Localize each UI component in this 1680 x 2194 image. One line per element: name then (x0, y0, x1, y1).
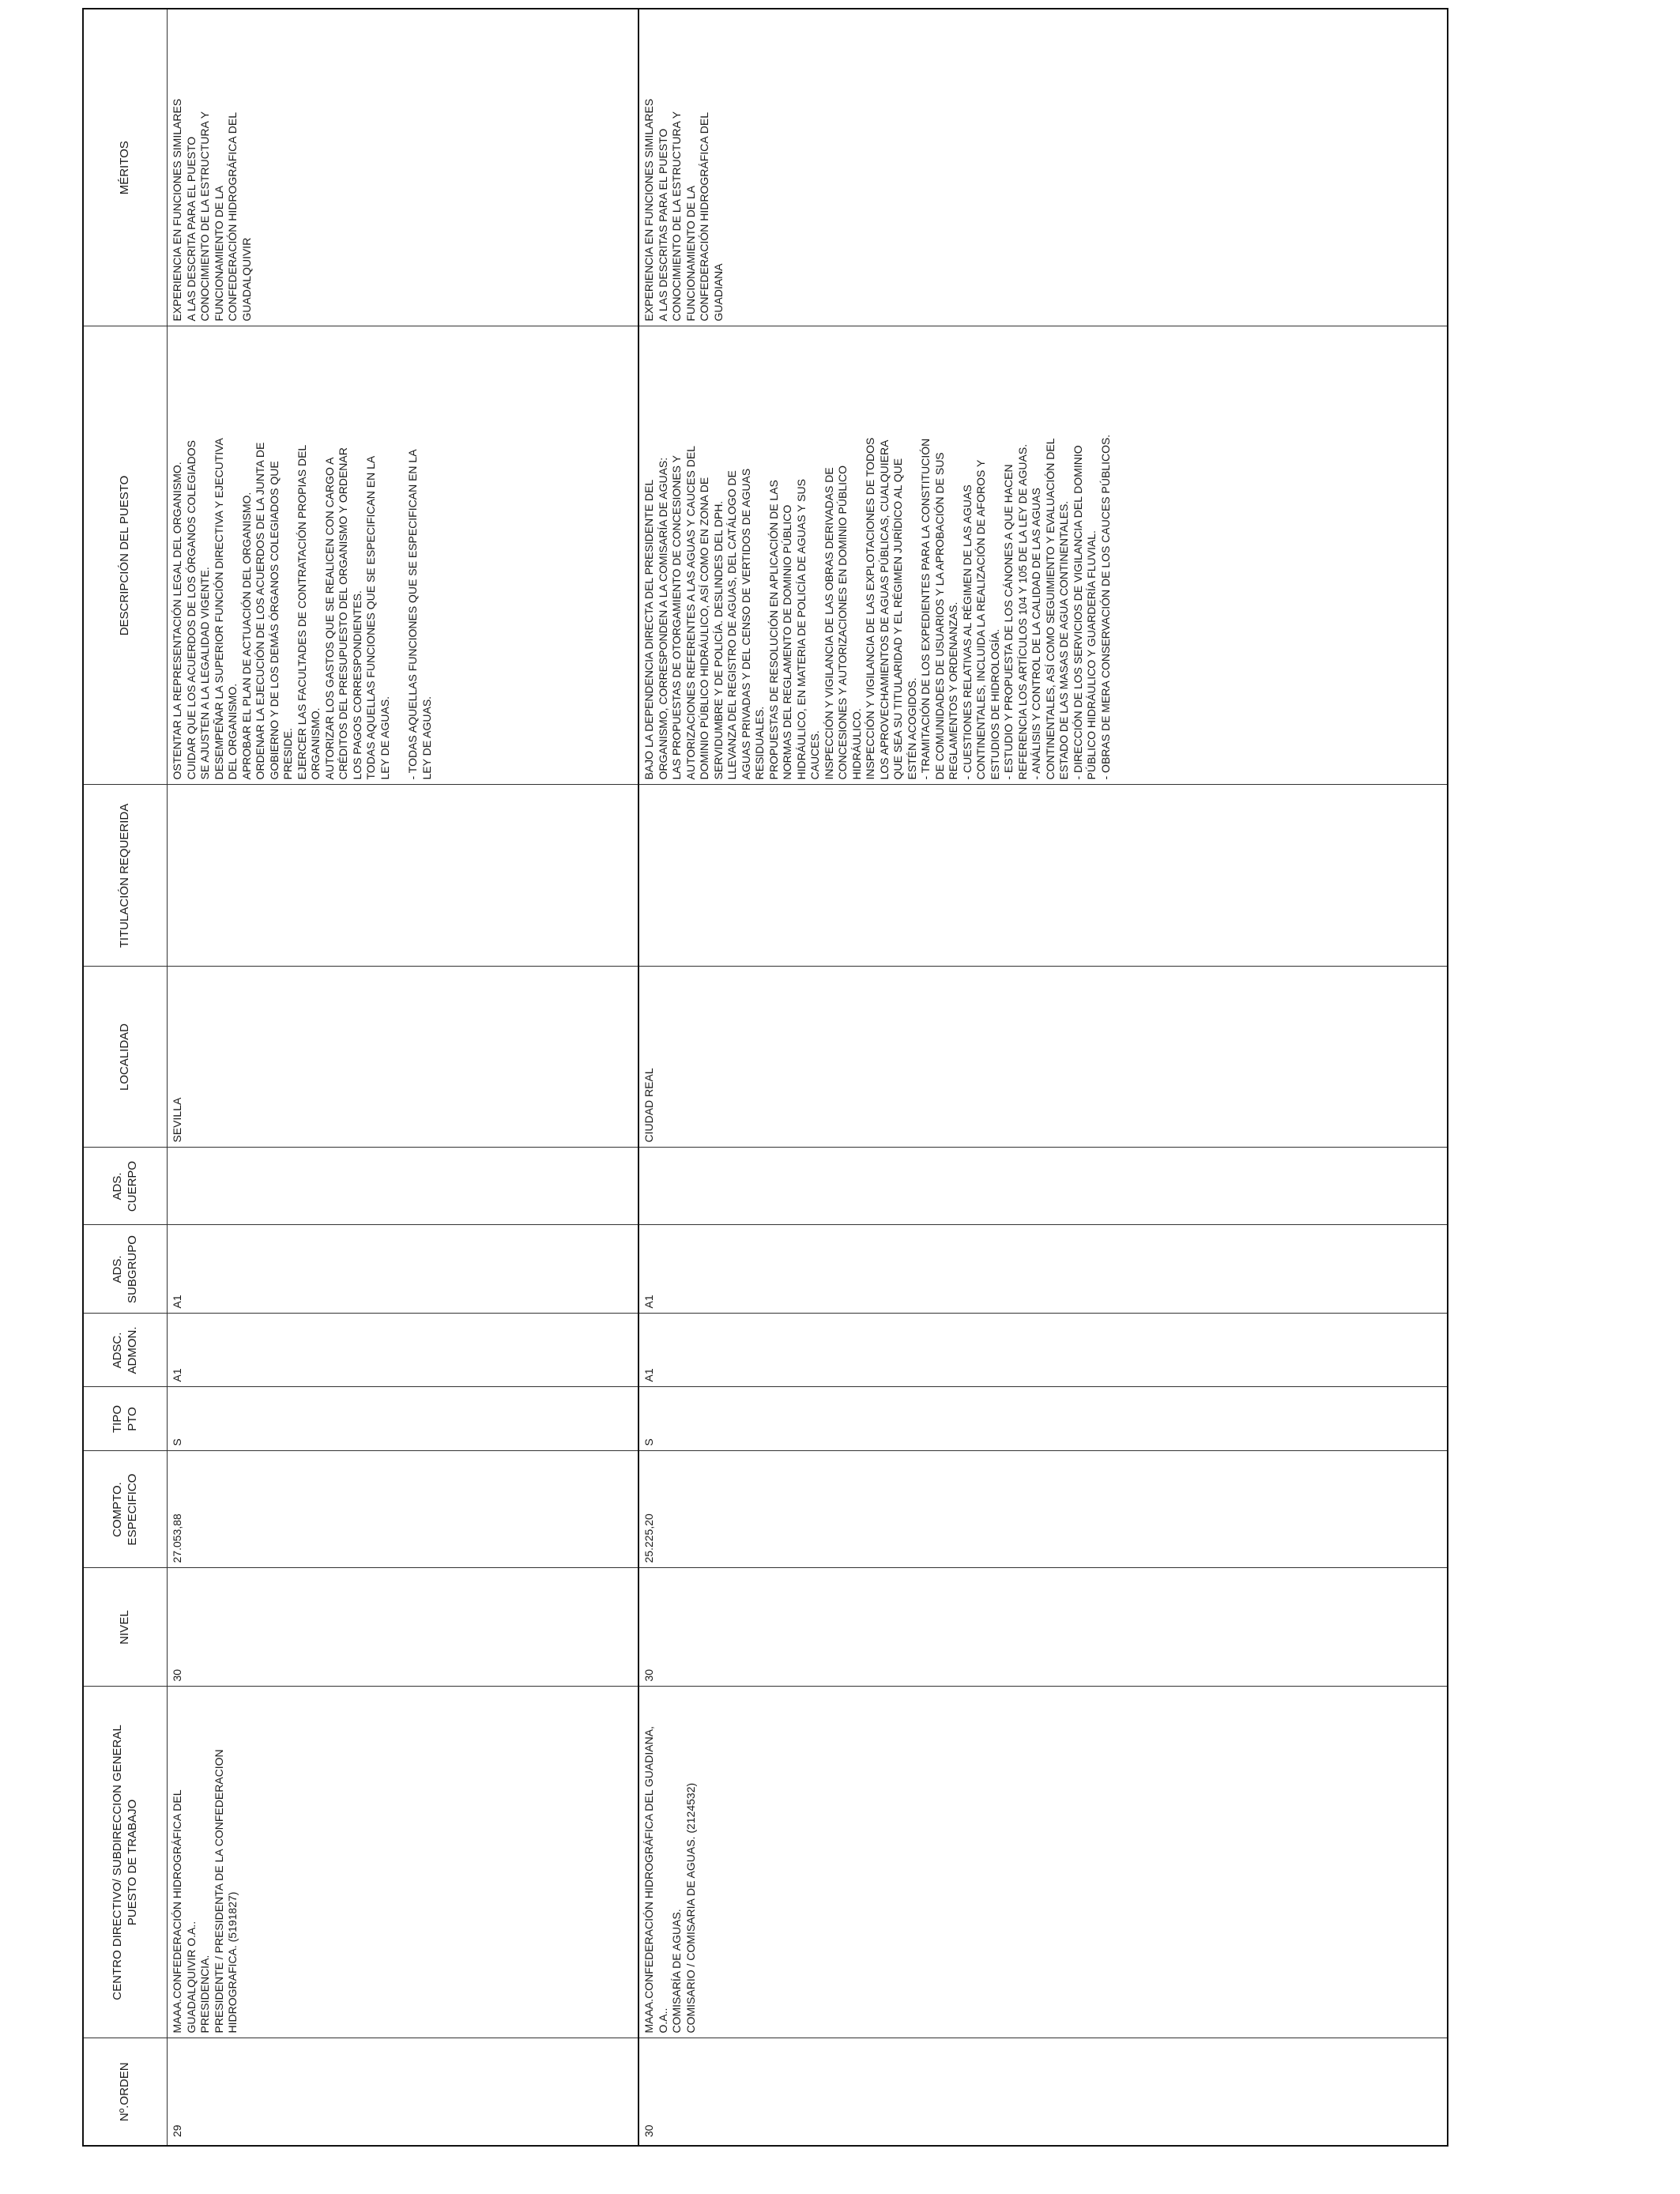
cell-adsc-admon: A1 (638, 1314, 1448, 1387)
descripcion-extra-text: - TODAS AQUELLAS FUNCIONES QUE SE ESPECIFICAN EN LA LEY DE AGUAS. (406, 449, 433, 780)
header-orden: Nº.ORDEN (83, 2038, 168, 2146)
cell-centro: MAAA.CONFEDERACIÓN HIDROGRÁFICA DEL GUADALQUIVIR O.A.. PRESIDENCIA. PRESIDENTE / PRESIDENTA DE LA CONFEDERACION HIDROGRAFICA. (5191827) (168, 1687, 639, 2038)
header-localidad: LOCALIDAD (83, 967, 168, 1148)
header-ads-cuerpo: ADS. CUERPO (83, 1148, 168, 1225)
header-adsc-admon: ADSC. ADMON. (83, 1314, 168, 1387)
table-header-row (83, 9, 168, 2146)
rotated-table-sheet (82, 9, 1429, 2147)
cell-orden: 30 (638, 2038, 1448, 2146)
cell-ads-cuerpo (638, 1148, 1448, 1225)
table-row (638, 9, 1448, 2146)
cell-tipo: S (638, 1387, 1448, 1451)
cell-meritos: EXPERIENCIA EN FUNCIONES SIMILARES A LAS DESCRITA PARA EL PUESTO CONOCIMIENTO DE LA ESTRUCTURA Y FUNCIONAMIENTO DE LA CONFEDERACIÓN HIDROGRÁFICA DEL GUADALQUIVIR (168, 9, 639, 326)
header-titulacion: TITULACIÓN REQUERIDA (83, 785, 168, 967)
table-row (168, 9, 639, 2146)
cell-tipo: S (168, 1387, 639, 1451)
cell-descripcion: BAJO LA DEPENDENCIA DIRECTA DEL PRESIDENTE DEL ORGANISMO, CORRESPONDEN A LA COMISARÍA DE AGUAS: LAS PROPUESTAS DE OTORGAMIENTO DE CONCESIONES Y AUTORIZACIONES REFERENTES A LAS AGUAS Y CAUCES DEL DOMINIO PÚBLICO HIDRÁULICO, ASÍ COMO EN ZONA DE SERVIDUMBRE Y DE POLICÍA. DESLINDES DEL DPH. LLEVANZA DEL REGISTRO DE AGUAS, DEL CATÁLOGO DE AGUAS PRIVADAS Y DEL CENSO DE VERTIDOS DE AGUAS RESIDUALES. PROPUESTAS DE RESOLUCIÓN EN APLICACIÓN DE LAS NORMAS DEL REGLAMENTO DE DOMINIO PÚBLICO HIDRÁULICO, EN MATERIA DE POLICÍA DE AGUAS Y SUS CAUCES. INSPECCIÓN Y VIGILANCIA DE LAS OBRAS DERIVADAS DE CONCESIONES Y AUTORIZACIONES EN DOMINIO PÚBLICO HIDRÁULICO. INSPECCIÓN Y VIGILANCIA DE LAS EXPLOTACIONES DE TODOS LOS APROVECHAMIENTOS DE AGUAS PÚBLICAS, CUALQUIERA QUE SEA SU TITULARIDAD Y EL RÉGIMEN JURÍDICO AL QUE ESTÉN ACOGIDOS. - TRAMITACIÓN DE LOS EXPEDIENTES PARA LA CONSTITUCIÓN DE COMUNIDADES DE USUARIOS Y LA APROBACIÓN DE SUS REGLAMENTOS Y ORDENANZAS. - CUESTIONES RELATIVAS AL RÉGIMEN DE LAS AGUAS CONTINENTALES, INCLUIDA LA REALIZACIÓN DE AFOROS Y ESTUDIOS DE HIDROLOGÍA. - ESTUDIO Y PROPUESTA DE LOS CÁNONES A QUE HACEN REFERENCIA LOS ARTÍCULOS 104 Y 105 DE LA LEY DE AGUAS. - ANÁLISIS Y CONTROL DE LA CALIDAD DE LAS AGUAS CONTINENTALES, ASÍ COMO SEGUIMIENTO Y EVALUACIÓN DEL ESTADO DE LAS MASAS DE AGUA CONTINENTALES. - DIRECCIÓN DE LOS SERVICIOS DE VIGILANCIA DEL DOMINIO PÚBLICO HIDRÁULICO Y GUARDERÍA FLUVIAL. - OBRAS DE MERA CONSERVACIÓN DE LOS CAUCES PÚBLICOS. (638, 326, 1448, 785)
cell-descripcion (168, 326, 639, 785)
cell-localidad: SEVILLA (168, 967, 639, 1148)
cell-adsc-admon: A1 (168, 1314, 639, 1387)
cell-centro: MAAA.CONFEDERACIÓN HIDROGRÁFICA DEL GUADIANA, O.A.. COMISARÍA DE AGUAS. COMISARIO / COMISARIA DE AGUAS. (2124532) (638, 1687, 1448, 2038)
cell-nivel: 30 (638, 1568, 1448, 1687)
header-compto: COMPTO. ESPECIFICO (83, 1451, 168, 1568)
descripcion-text: OSTENTAR LA REPRESENTACIÓN LEGAL DEL ORGANISMO. CUIDAR QUE LOS ACUERDOS DE LOS ÓRGANOS COLEGIADOS SE AJUSTEN A LA LEGALIDAD VIGENTE. DESEMPEÑAR LA SUPERIOR FUNCIÓN DIRECTIVA Y EJECUTIVA DEL ORGANISMO. APROBAR EL PLAN DE ACTUACIÓN DEL ORGANISMO. ORDENAR LA EJECUCIÓN DE LOS ACUERDOS DE LA JUNTA DE GOBIERNO Y DE LOS DEMÁS ÓRGANOS COLEGIADOS QUE PRESIDE. EJERCER LAS FACULTADES DE CONTRATACIÓN PROPIAS DEL ORGANISMO. AUTORIZAR LOS GASTOS QUE SE REALICEN CON CARGO A CRÉDITOS DEL PRESUPUESTO DEL ORGANISMO Y ORDENAR LOS PAGOS CORRESPONDIENTES. TODAS AQUELLAS FUNCIONES QUE SE ESPECIFICAN EN LA LEY DE AGUAS. (171, 438, 391, 780)
cell-orden: 29 (168, 2038, 639, 2146)
header-descripcion: DESCRIPCIÓN DEL PUESTO (83, 326, 168, 785)
header-meritos: MÉRITOS (83, 9, 168, 326)
cell-ads-subgrupo: A1 (638, 1225, 1448, 1314)
cell-ads-subgrupo: A1 (168, 1225, 639, 1314)
cell-compto: 27.053,88 (168, 1451, 639, 1568)
header-ads-subgrupo: ADS. SUBGRUPO (83, 1225, 168, 1314)
cell-meritos: EXPERIENCIA EN FUNCIONES SIMILARES A LAS DESCRITAS PARA EL PUESTO CONOCIMIENTO DE LA ESTRUCTURA Y FUNCIONAMIENTO DE LA CONFEDERACIÓN HIDROGRÁFICA DEL GUADIANA (638, 9, 1448, 326)
cell-localidad: CIUDAD REAL (638, 967, 1448, 1148)
cell-compto: 25.225,20 (638, 1451, 1448, 1568)
cell-titulacion (168, 785, 639, 967)
cell-titulacion (638, 785, 1448, 967)
header-nivel: NIVEL (83, 1568, 168, 1687)
header-centro: CENTRO DIRECTIVO/ SUBDIRECCION GENERAL PUESTO DE TRABAJO (83, 1687, 168, 2038)
job-positions-table (82, 8, 1448, 2147)
header-tipo: TIPO PTO (83, 1387, 168, 1451)
cell-nivel: 30 (168, 1568, 639, 1687)
cell-ads-cuerpo (168, 1148, 639, 1225)
